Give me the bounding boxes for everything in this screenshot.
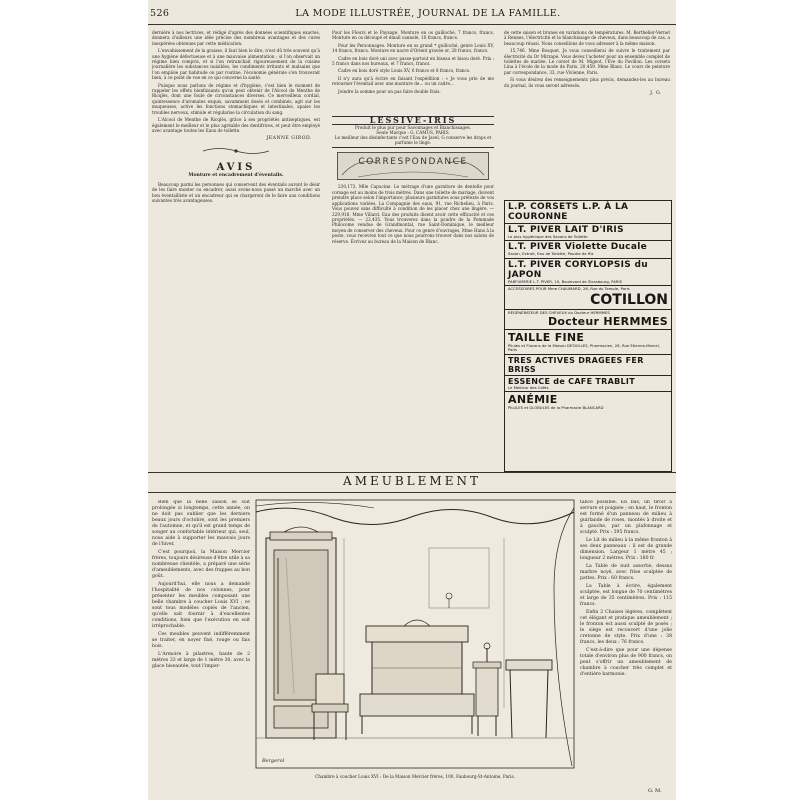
magazine-page: [148, 0, 676, 800]
avis-subtitle: Monture et encadrement d'éventails.: [188, 172, 284, 178]
paragraph: L'Armoire à pilastres, haute de 2 mètres 33 et large de 1 mètre 30, avec la glace biseautée, tout l'impor-: [152, 652, 250, 669]
paragraph: 15,746. Mme Bosquet. Je vous conseillerai de suivre le traitement par électricité du Dr Mirzapé. Vous devez l'acheter pour un ensemble complet de toilettes de mariée. Le corset de M. Migeot, l'Eve du Pavillon. Les corsets Lina à l'école de la mode de Paris. 20,459. Mme Blanc. Le cours de peinture par correspondance, 33, rue Vivienne, Paris.: [504, 48, 670, 75]
ad-piver-lait-iris: [505, 224, 671, 241]
ad-cotillon: [505, 286, 671, 309]
ad-detail: Le plus hygiénique des Savons de Toilette: [508, 234, 588, 239]
lessive-ad: [332, 116, 494, 148]
paragraph: L'envahissement de la graisse, il faut bien le dire, n'est dû très souvent qu'à une hygiène défectueuse et à une mauvaise alimentation ; si l'on observait un régime bien compris, et si l'on retranchait rigoureusement de la cuisine journalière les substances nuisibles, les condiments irritants et malsains que l'on emploie par habitude ou par routine, l'économie générale s'en trouverait bien, à ce point de vue en ce qui concerne la santé.: [152, 48, 320, 81]
ad-detail: Savon, Extrait, Eau de Toilette, Poudre de Riz: [508, 251, 594, 257]
ad-detail: PILULES et GLOBULES de la Pharmacie BLANCARD: [508, 405, 604, 411]
bedroom-engraving: [254, 498, 576, 770]
avis-title: AVIS: [216, 162, 256, 174]
paragraph: Pour les Personnages. Monture en os grand * guilloché, genre Louis XV, 14 francs, francs. Monture en nacre d'Orient gravée or, 28 francs, francs.: [332, 42, 494, 54]
ad-piver-violette: [505, 241, 671, 258]
ad-cafe-trablit: [505, 376, 671, 392]
ad-detail: PARFUMERIE L.T. PIVER, 10, Boulevard de Strasbourg, PARIS: [508, 278, 622, 284]
section-title: AMEUBLEMENT: [343, 474, 481, 488]
ameublement-right-column: [580, 500, 672, 790]
ad-dragees: [505, 355, 671, 376]
ad-hermmes: [505, 310, 671, 330]
paragraph: La Table de nuit assortie, dessus marbre noyé, avec frise sculptée de pattes. Prix : 60 francs.: [580, 564, 672, 581]
ad-heading: L.T. PIVER CORYLOPSIS du JAPON: [508, 259, 648, 280]
advertisement-block: [504, 200, 672, 472]
artist-signature: [261, 758, 285, 764]
ad-lp-corsets: [505, 201, 671, 224]
signature: J. G.: [650, 91, 662, 97]
paragraph: Beaucoup parmi les personnes qui conservent des éventails auront le désir de les faire monter ou encadrer, aussi avons-nous passé un marché avec un bon éventailliste et un encadreur qui se chargeront de le faire aux conditions suivantes très avantageuses.: [152, 181, 320, 204]
engraving-caption: Chambre à coucher Louis XVI : De la Maison Mercier frères, 100, Faubourg-St-Antoine, Paris.: [315, 774, 515, 779]
paragraph: La Table à écrire, également sculptée, est longue de 70 centimètres et large de 35 centimètres. Prix : 115 francs.: [580, 584, 672, 607]
ad-heading: ESSENCE de CAFE TRABLIT: [508, 376, 635, 386]
paragraph: Puisque nous parlons de régime et d'hygiène, c'est bien le moment de rappeler les effets bienfaisants qu'on peut obtenir de l'Alcool de Menthe de Ricqlès, dont une foule de circonstances diverses. Ce merveilleux cordial, quintessence d'aromates exquis, savamment dosés et combinés, agit sur les muqueuses, active les fonctions stomachiques et intestinales, apaise les troubles nerveux, stimule et régularise la circulation du sang.: [152, 82, 320, 115]
paragraph: C'est-à-dire que pour une dépense totale d'environ plus de 900 francs, on peut s'offrir un ameublement de chambre à coucher très complet et d'entière harmonie.: [580, 648, 672, 677]
ad-detail: ACCESSOIRES POUR Mme CHAUMARD, 26, Rue du Temple, Paris: [508, 286, 630, 292]
column-2: [332, 30, 494, 470]
paragraph: tance possible. En bas, un tiroir à serrure et poignée ; en haut, le fronton est formé d'un panneau de milieu à guirlande de roses, montés à droite et à gauche, par un plafonnage et sculpté. Prix : 395 francs.: [580, 500, 672, 535]
paragraph: Aujourd'hui, elle nous a demandé l'hospitalité de nos colonnes, pour présenter les meubles composant une belle chambre à coucher Louis XVI ; ce sont tous modèles copiés de l'ancien, qu'elle sait fournir à d'excellentes conditions, bien que l'exécution en soit irréprochable.: [152, 582, 250, 629]
correspondance-heading: CORRESPONDANCE: [358, 157, 468, 168]
paragraph: Ces meubles peuvent indifféremment se traiter, en noyer fixé, rouge ou fais bois.: [152, 632, 250, 649]
paragraph: Cadre en bois doré style Louis XV, 6 francs et 8 francs, francs.: [338, 68, 471, 74]
page-number: 526: [150, 8, 170, 19]
lessive-title: LESSIVE-IRIS: [332, 116, 494, 125]
article-signoff: G. M.: [648, 788, 662, 794]
paragraph: Si vous désirez des renseignements plus précis, demandez-les au bureau du journal, ils vous seront adressés.: [504, 77, 670, 88]
paragraph: dernière à nos lectrices, et rédigé d'après des données scientifiques exactes, donnera d'ailleurs une idée précise des nombreux avantages et des cures inespérées obtenues par cette médication.: [152, 30, 320, 46]
lessive-line: Le meilleur des désinfectants c'est l'Eau de Javel, G conserve les draps et parfume le linge.: [332, 135, 494, 148]
paragraph: Cadre en bois doré uni avec passe-partout en biseau et bisou doré. Prix : 5 francs dans nos bureaux, et 7 francs, francs.: [332, 55, 494, 67]
section-rule: [148, 472, 676, 473]
paragraph: Il n'y aura qu'à écrire en faisant l'expédition : « Je vous prie de me retourner l'éventail avec une monture de... ou un cadre...: [332, 75, 494, 87]
journal-title: LA MODE ILLUSTRÉE, JOURNAL DE LA FAMILLE.: [295, 8, 561, 19]
correspondance-banner: [337, 152, 489, 180]
signature: JEANNE GIROD.: [266, 136, 312, 142]
ad-heading: Docteur HERMMES: [547, 315, 668, 329]
running-head: [148, 8, 676, 24]
paragraph: Enfin 2 Chaises légères, complètent cet élégant et pratique ameublement ; le fronton est aussi sculpté de posés ; le siège est recouvert d'une jolie cretonne de style. Prix d'une : 38 francs, les deux : 76 francs.: [580, 610, 672, 645]
paragraph: 230,173, Mlle Capucine. Le métrage d'une garniture de dentelle pour corsage est au moins de trois mètres. Dans une toilette de mariage, doivent prendre place selon l'importance, plusieurs garnitures sous prétexte de vos applications variées. La Compagnie des eaux, 91, rue Richelieu, à Paris. Vous pouvez sans difficulté à condition de les placer chez une lingère. — 229,918. Mme Villard. Eau des produits disent avoir cette efficacité et ces propriétés. — 22,435. Vous trouverez dans la poudre de la Pommade Philocome vendue de Grandmontal, rue Saint-Dominique, le meilleur moyen de conserver des cheveux. Pour ce genre d'ouvrages, Mme Hans à la poste, vous recevrez tout ce que nous pourrons trouver dans nos salons de réserve. Écrivez au bureau de la Maison de Blanc.: [332, 184, 494, 244]
ad-anemie: [505, 392, 671, 411]
paragraph: Bien que la belle saison se soit prolongée si longtemps, cette année, on ne doit pas oublier que les derniers beaux jours d'octobre, sont les premiers de l'automne, et qu'il est grand temps de songer au confortable intérieur qui, seul, nous aide à supporter les mauvais jours de l'hiver.: [152, 500, 250, 547]
column-1: [152, 30, 320, 470]
paragraph: Joindre la somme pour un pas faire double frais.: [338, 88, 441, 94]
paragraph: de cette saison et brunes en variations de températures. M. Berthelier-Vernet à Rennes, l'électricité et le blanchissage de cheveux, dans beaucoup de cas, a beaucoup réussi. Nous conseillons de vous adresser à la même maison.: [504, 30, 670, 46]
svg-text:Bergerol: Bergerol: [262, 758, 285, 764]
ad-heading: L.P. CORSETS L.P. À LA COURONNE: [508, 202, 629, 222]
ad-heading: L.T. PIVER LAIT D'IRIS: [508, 225, 624, 235]
ad-heading: ANÉMIE: [508, 393, 558, 407]
lessive-line: Seule Marque : G. CAMUS, PARIS.: [376, 130, 450, 136]
header-rule: [148, 24, 676, 25]
ad-piver-corylopsis: [505, 259, 671, 286]
ad-detail: Pilules et Flacons de la Maison DESVILLES, Pharmacien, 26, Rue Étienne-Marcel, Paris: [508, 343, 660, 353]
section-rule: [148, 492, 676, 493]
ad-heading: TRES ACTIVES DRAGEES FER BRISS: [508, 355, 644, 374]
ad-detail: RÉGÉNÉRATEUR DES CHEVEUX du Docteur HERMMES: [508, 309, 610, 315]
ameublement-left-column: [152, 500, 250, 790]
ad-taille-fine: [505, 330, 671, 355]
ad-heading: COTILLON: [590, 291, 668, 308]
paragraph: L'Alcool de Menthe de Ricqlès, grâce à ses propriétés antiseptiques, est également le meilleur et le plus agréable des dentifrices, et peut être employé avec avantage toutes les Eaux de toilette.: [152, 117, 320, 133]
lessive-line: Produit le plus pur pour Savonnages et Blanchissages.: [354, 125, 472, 131]
paragraph: Pour les Fleurs et le Paysage. Monture en os guilloché, 7 francs, francs. Monture en os découpé et émail cannelé, 10 francs, francs.: [332, 30, 494, 41]
ad-heading: TAILLE FINE: [508, 331, 585, 345]
paragraph: C'est pourquoi, la Maison Mercier frères, toujours désireuse d'être utile à sa nombreuse clientèle, a préparé une série d'ameublements, avec des frappes au bon goût.: [152, 550, 250, 579]
ad-heading: L.T. PIVER Violette Ducale: [508, 242, 647, 253]
ornament-divider: [152, 146, 320, 157]
paragraph: Le Lit de milieu à la même fronton à ses deux panneaux : il est de grande dimension. Largeur 1 mètre 45 ; longueur 2 mètres. Prix : 180 fr.: [580, 538, 672, 561]
ad-detail: Le Meilleur des Cafés: [508, 384, 549, 390]
